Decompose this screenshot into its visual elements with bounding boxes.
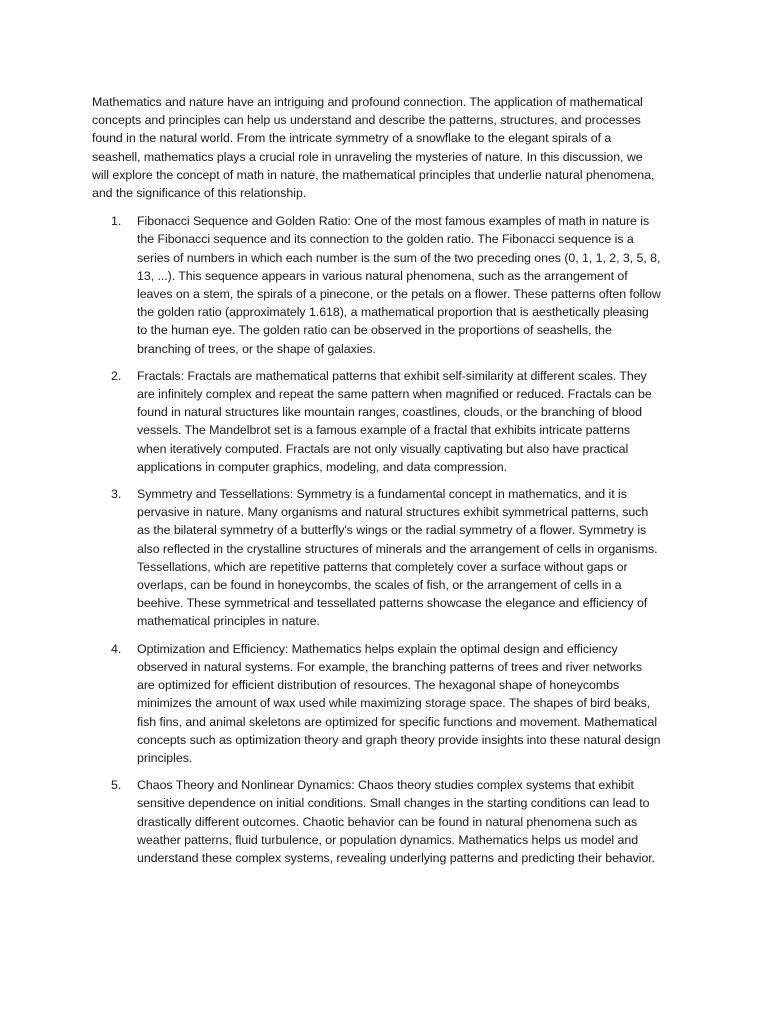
document-body [92, 93, 662, 876]
list-item-number: 4. [111, 641, 122, 656]
list-item-text: Symmetry and Tessellations: Symmetry is a fundamental concept in mathematics, and it is pervasive in nature. Many organisms and natural structures exhibit symmetrical patterns, such as the bilateral symmetry of a butterfly's wings or the radial symmetry of a flower. Symmetry is also reflected in the crystalline structures of minerals and the arrangement of cells in organisms. Tessellations, which are repetitive patterns that completely cover a surface without gaps or overlaps, can be found in honeycombs, the scales of fish, or the arrangement of cells in a beehive. These symmetrical and tessellated patterns showcase the elegance and efficiency of mathematical principles in nature. [137, 487, 658, 629]
list-item [92, 776, 662, 867]
list-item-number: 5. [111, 778, 122, 793]
list-item-text: Optimization and Efficiency: Mathematics helps explain the optimal design and efficiency observed in natural systems. For example, the branching patterns of trees and river networks are optimized for efficient distribution of resources. The hexagonal shape of honeycombs minimizes the amount of wax used while maximizing storage space. The shapes of bird beaks, fish fins, and animal skeletons are optimized for specific functions and movement. Mathematical concepts such as optimization theory and graph theory provide insights into these natural design principles. [137, 641, 661, 765]
list-item [92, 640, 662, 767]
list-item [92, 485, 662, 631]
list-item [92, 212, 662, 358]
intro-paragraph: Mathematics and nature have an intriguing and profound connection. The application of mathematical concepts and principles can help us understand and describe the patterns, structures, and processes found in the natural world. From the intricate symmetry of a snowflake to the elegant spirals of a seashell, mathematics plays a crucial role in unraveling the mysteries of nature. In this discussion, we will explore the concept of math in nature, the mathematical principles that underlie natural phenomena, and the significance of this relationship. [92, 95, 655, 201]
list-item-number: 1. [111, 214, 122, 229]
list-item-text: Fibonacci Sequence and Golden Ratio: One of the most famous examples of math in nature is the Fibonacci sequence and its connection to the golden ratio. The Fibonacci sequence is a series of numbers in which each number is the sum of the two preceding ones (0, 1, 1, 2, 3, 5, 8, 13, ...). This sequence appears in various natural phenomena, such as the arrangement of leaves on a stem, the spirals of a pinecone, or the petals on a flower. These patterns often follow the golden ratio (approximately 1.618), a mathematical proportion that is aesthetically pleasing to the human eye. The golden ratio can be observed in the proportions of seashells, the branching of trees, or the shape of galaxies. [137, 214, 661, 356]
list-item-number: 2. [111, 368, 122, 383]
list-item-number: 3. [111, 487, 122, 502]
list-item-text: Fractals: Fractals are mathematical patterns that exhibit self-similarity at different scales. They are infinitely complex and repeat the same pattern when magnified or reduced. Fractals can be found in natural structures like mountain ranges, coastlines, clouds, or the branching of blood vessels. The Mandelbrot set is a famous example of a fractal that exhibits intricate patterns when iteratively computed. Fractals are not only visually captivating but also have practical applications in computer graphics, modeling, and data compression. [137, 368, 652, 474]
list-item [92, 367, 662, 476]
list-item-text: Chaos Theory and Nonlinear Dynamics: Chaos theory studies complex systems that exhibit sensitive dependence on initial conditions. Small changes in the starting conditions can lead to drastically different outcomes. Chaotic behavior can be found in natural phenomena such as weather patterns, fluid turbulence, or population dynamics. Mathematics helps us model and understand these complex systems, revealing underlying patterns and predicting their behavior. [137, 778, 656, 865]
topic-list [92, 212, 662, 867]
